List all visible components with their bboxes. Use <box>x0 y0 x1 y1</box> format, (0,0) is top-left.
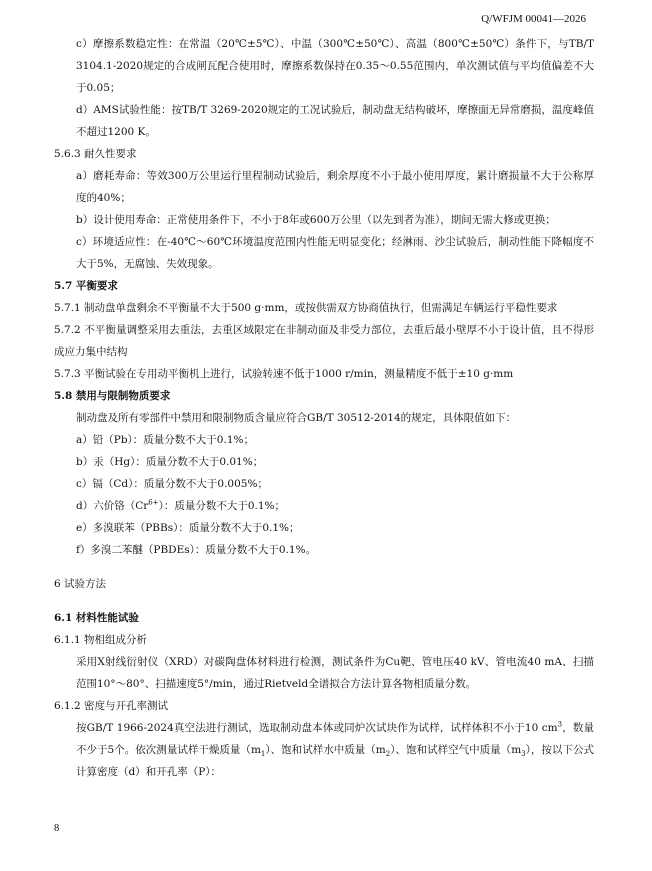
item-pbdes: f）多溴二苯醚（PBDEs）：质量分数不大于0.1%。 <box>76 544 317 556</box>
clause-6-1-2: 按GB/T 1966-2024真空法进行测试，选取制动盘本体或同炉次试块作为试样，试样体积不小于10 $cm^3$，数量不少于5个。依次测量试样干燥质量$(m_1)$、饱和试样水中质量$(m_2)$、饱和试样空气中质量$(m_3)$，按以下公式计算密度（d）和开孔率（P）： <box>76 720 594 778</box>
heading-6-1: 6.1 材料性能试验 <box>54 612 139 624</box>
clause-6-1-1: 采用X射线衍射仪（XRD）对碳陶盘体材料进行检测，测试条件为Cu靶、管电压40 kV、管电流40 mA、扫描范围10°～80°、扫描速度5°/min，通过Rietveld全谱拟合方法计算各物相质量分数。 <box>76 656 594 690</box>
heading-5-7: 5.7 平衡要求 <box>54 280 118 292</box>
item-chromium: d）六价铬$(Cr^{6+})$：质量分数不大于0.1%； <box>76 498 286 512</box>
item-lead: a）铅（Pb）：质量分数不大于0.1%； <box>76 434 254 446</box>
item-a-wear: a）磨耗寿命：等效300万公里运行里程制动试验后，剩余厚度不小于最小使用厚度，累计磨损量不大于公称厚度的40%； <box>76 170 594 204</box>
document-code: Q/WFJM 00041—2026 <box>481 13 586 25</box>
clause-5-7-3: 5.7.3 平衡试验在专用动平衡机上进行，试验转速不低于1000 r/min，测量精度不低于±10 g·mm <box>54 368 514 380</box>
heading-6: 6 试验方法 <box>54 578 107 590</box>
item-b-life: b）设计使用寿命：正常使用条件下，不小于8年或600万公里（以先到者为准），期间无需大修或更换； <box>76 214 556 226</box>
item-d-ams: d）AMS试验性能：按TB/T 3269-2020规定的工况试验后，制动盘无结构破坏，摩擦面无异常磨损，温度峰值不超过1200 K。 <box>76 104 594 138</box>
item-c-env: c）环境适应性：在-40℃～60℃环境温度范围内性能无明显变化；经淋雨、沙尘试验后，制动性能下降幅度不大于5%，无腐蚀、失效现象。 <box>76 236 594 270</box>
document-body <box>54 33 594 783</box>
heading-5-6-3: 5.6.3 耐久性要求 <box>54 148 137 160</box>
item-cadmium: c）镉（Cd）：质量分数不大于0.005%； <box>76 478 268 490</box>
clause-5-8-intro: 制动盘及所有零部件中禁用和限制物质含量应符合GB/T 30512-2014的规定，具体限值如下： <box>76 412 517 424</box>
page-number: 8 <box>54 823 60 834</box>
clause-5-7-1: 5.7.1 制动盘单盘剩余不平衡量不大于500 g·mm，或按供需双方协商值执行，但需满足车辆运行平稳性要求 <box>54 302 558 314</box>
item-pbbs: e）多溴联苯（PBBs）：质量分数不大于0.1%； <box>76 522 300 534</box>
item-mercury: b）汞（Hg）：质量分数不大于0.01%； <box>76 456 264 468</box>
item-c-friction: c）摩擦系数稳定性：在常温（20℃±5℃）、中温（300℃±50℃）、高温（800℃±50℃）条件下，与TB/T 3104.1-2020规定的合成闸瓦配合使用时，摩擦系数保持在0.35～0.55范围内，单次测试值与平均值偏差不大于0.05； <box>76 38 594 94</box>
heading-6-1-1: 6.1.1 物相组成分析 <box>54 634 148 646</box>
clause-5-7-2: 5.7.2 不平衡量调整采用去重法，去重区域限定在非制动面及非受力部位，去重后最小壁厚不小于设计值，且不得形成应力集中结构 <box>54 324 594 358</box>
heading-6-1-2: 6.1.2 密度与开孔率测试 <box>54 700 169 712</box>
heading-5-8: 5.8 禁用与限制物质要求 <box>54 390 171 402</box>
